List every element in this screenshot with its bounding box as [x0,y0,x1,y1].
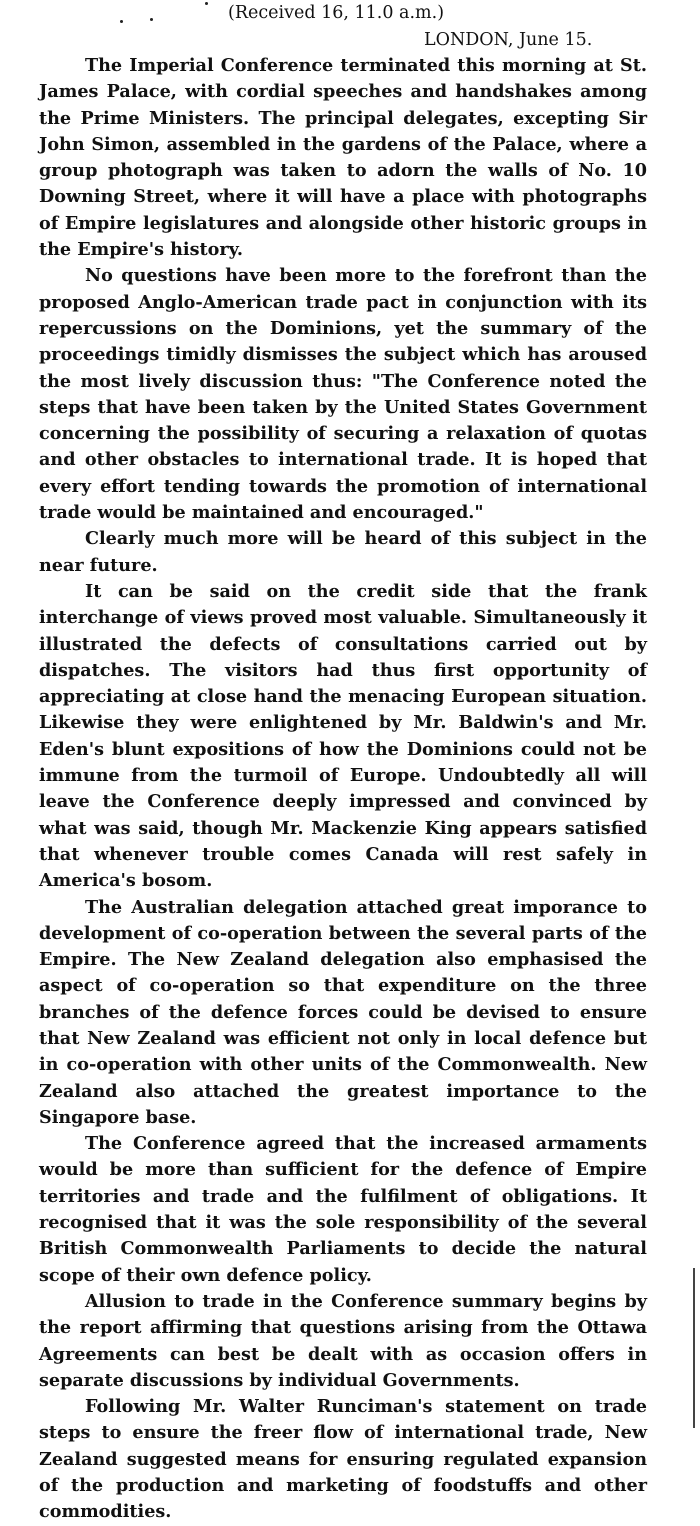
paragraph-trade-pact: No questions have been more to the forefront than the proposed Anglo-American trade pact in conjunction with its repercussions on the Dominions, yet the summary of the proceedings timidly dismisses the subject which has aroused the most lively discussion thus: "The Conference noted the steps that have been taken by the United States Government concerning the possibility of securing a relaxation of quotas and other obstacles to international trade. It is hoped that every effort tending towards the promotion of international trade would be maintained and encouraged." [39,265,647,524]
paragraph-ottawa-agreements: Allusion to trade in the Conference summary begins by the report affirming that questions arising from the Ottawa Agreements can best be dealt with as occasion offers in separate discussions by individual Governments. [39,1290,647,1391]
paragraph-conference-ends: The Imperial Conference terminated this morning at St. James Palace, with cordial speeches and handshakes among the Prime Ministers. The principal delegates, excepting Sir John Simon, assembled in the gardens of the Palace, where a group photograph was taken to adorn the walls of No. 10 Downing Street, where it will have a place with photographs of Empire legislatures and alongside other historic groups in the Empire's history. [39,55,647,261]
paragraph-runciman-statement: Following Mr. Walter Runciman's statement on trade steps to ensure the freer flow of international trade, New Zealand suggested means for ensuring regulated expansion of the production and marketing of foodstuffs and other commodities. [39,1396,647,1523]
clipping-edge-line [693,1268,695,1428]
received-note: (Received 16, 11.0 a.m.) [228,3,445,23]
dateline: LONDON, June 15. [424,30,593,50]
paragraph-armaments: The Conference agreed that the increased armaments would be more than sufficient for the defence of Empire territories and trade and the fulfilment of obligations. It recognised that it was the sole responsibility of the several British Commonwealth Parliaments to decide the natural scope of their own defence policy. [39,1133,647,1286]
paragraph-credit-side: It can be said on the credit side that the frank interchange of views proved most valuable. Simultaneously it illustrated the defects of consultations carried out by dispatches. The visitors had thus first opportunity of appreciating at close hand the menacing European situation. Likewise they were enlightened by Mr. Baldwin's and Mr. Eden's blunt expositions of how the Dominions could not be immune from the turmoil of Europe. Undoubtedly all will leave the Conference deeply impressed and convinced by what was said, though Mr. Mackenzie King appears satisfied that whenever trouble comes Canada will rest safely in America's bosom. [39,580,647,892]
print-speck [150,18,153,21]
paragraph-australian-delegation: The Australian delegation attached great imporance to development of co-operation between the several parts of the Empire. The New Zealand delegation also emphasised the aspect of co-operation so that expenditure on the three branches of the defence forces could be devised to ensure that New Zealand was efficient not only in local defence but in co-operation with other units of the Commonwealth. New Zealand also attached the greatest importance to the Singapore base. [39,896,647,1128]
print-speck [205,2,208,5]
paragraph-near-future: Clearly much more will be heard of this subject in the near future. [39,528,647,576]
article-body [39,53,647,1526]
print-speck [120,20,123,23]
